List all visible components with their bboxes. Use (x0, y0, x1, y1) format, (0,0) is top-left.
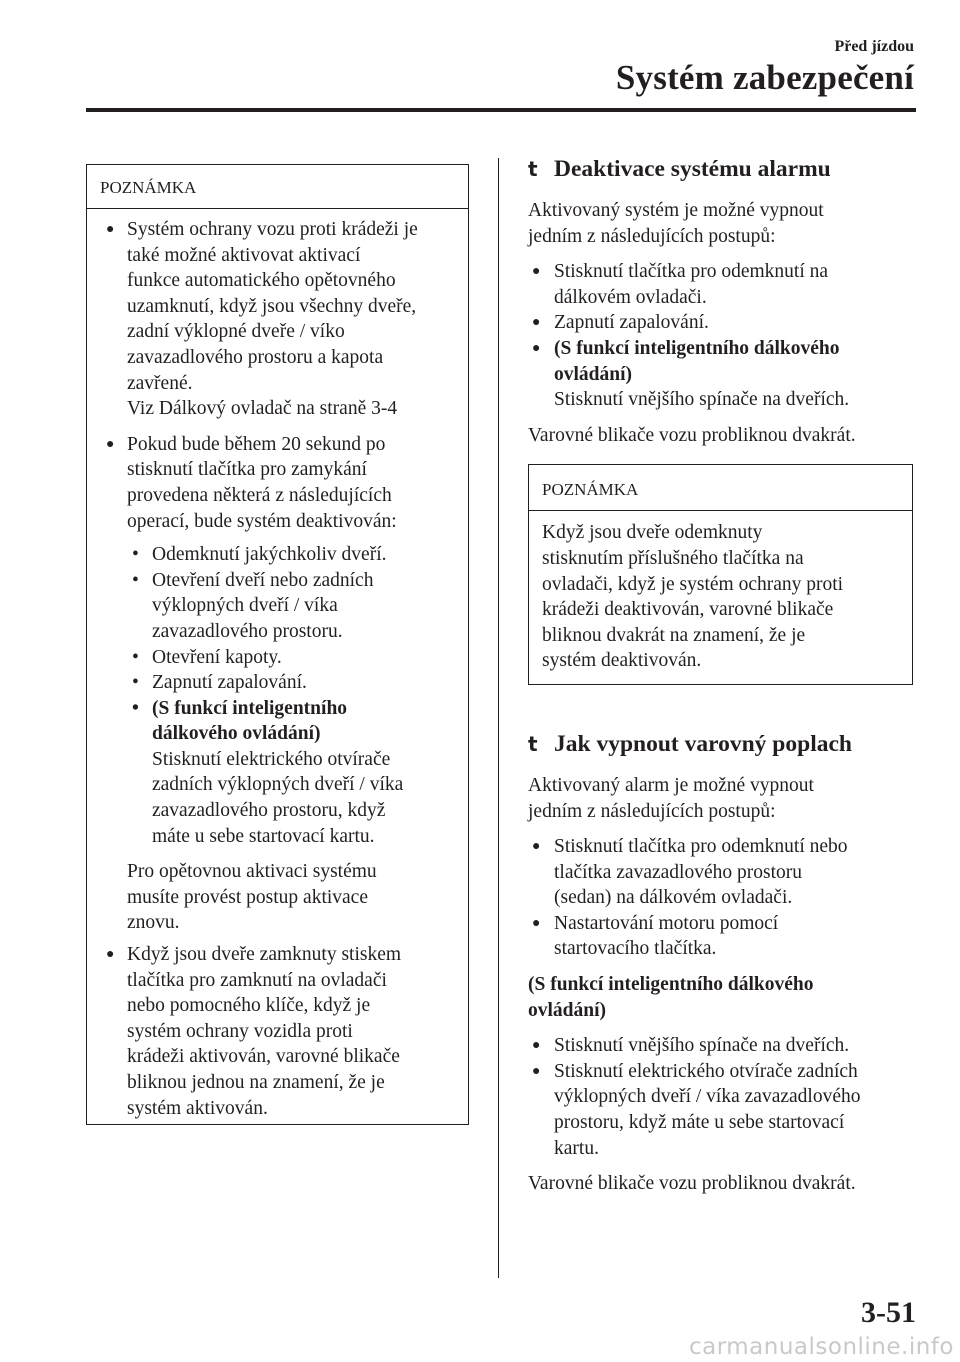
bullet-dot-icon: ● (532, 839, 541, 855)
list-item: ● Nastartování motoru pomocí startovacího tlačítka. (532, 912, 779, 960)
intro-paragraph: Aktivovaný alarm je možné vypnout jedním z následujících postupů: (528, 774, 814, 822)
list-item: ● (S funkcí inteligentního dálkového ovládání) Stisknutí vnějšího spínače na dveřích. (532, 337, 850, 411)
right-column (528, 154, 928, 1207)
list-item: ● Stisknutí tlačítka pro odemknutí na dálkovém ovladači. (532, 261, 829, 308)
bullet-dot-icon: ● (106, 436, 115, 452)
list-item: • Otevření dveří nebo zadních výklopných dveří / víka zavazadlového prostoru. (132, 569, 374, 642)
bullet-dot-icon: ● (532, 1038, 541, 1054)
list-item: ● Stisknutí elektrického otvírače zadních výklopných dveří / víka zavazadlového prostoru, když máte u sebe startovací kartu. (532, 1060, 861, 1159)
deactivate-list (528, 259, 928, 413)
list-item: • Odemknutí jakýchkoliv dveří. (132, 544, 387, 566)
section-marker-icon: t (528, 157, 538, 181)
list-item: ● Stisknutí vnějšího spínače na dveřích. (528, 1033, 928, 1059)
bullet-dot-icon: ● (532, 264, 541, 280)
intro-paragraph: Aktivovaný systém je možné vypnout jedním z následujících postupů: (528, 200, 824, 247)
note-heading: POZNÁMKA (529, 465, 912, 511)
bullet-dot-icon: ● (106, 222, 115, 237)
outro-paragraph: Varovné blikače vozu probliknou dvakrát. (528, 424, 856, 446)
list-item: • (S funkcí inteligentního dálkového ovládání) Stisknutí elektrického otvírače zadních výklopných dveří / víka zavazadlového prostoru, když máte u sebe startovací kartu. (132, 697, 404, 847)
alarm-list (528, 834, 928, 962)
bullet-dot-icon: ● (532, 315, 541, 331)
bullet-dot-icon: ● (106, 947, 115, 963)
bullet-dot-icon: ● (532, 340, 541, 356)
left-note-box (86, 164, 469, 1125)
bullet-dot-icon: ● (532, 1063, 541, 1079)
header-rule (86, 108, 916, 112)
list-item: ● Zapnutí zapalování. (528, 310, 928, 336)
watermark: carmanualsonline.info (688, 1334, 954, 1360)
list-item: • Zapnutí zapalování. (132, 672, 307, 694)
page-number: 3-51 (861, 1296, 916, 1329)
section-marker-icon: t (528, 731, 538, 756)
cross-reference: Viz Dálkový ovladač na straně 3-4 (127, 398, 398, 420)
note-bullet-1: ● Systém ochrany vozu proti krádeži je také možné aktivovat aktivací funkce automatického opětovného uzamknutí, když jsou všechny dveře, zadní výklopné dveře / víko zavazadlového prostoru a kapota zavřené. Viz Dálkový ovladač na straně 3-4 (99, 217, 456, 422)
note-text: Když jsou dveře odemknuty stisknutím příslušného tlačítka na ovladači, když je systém ochrany proti krádeži deaktivován, varovné blikače bliknou dvakrát na znamení, že je systém deaktivován. (542, 522, 844, 672)
reactivate-paragraph: Pro opětovnou aktivaci systému musíte provést postup aktivace znovu. (127, 861, 377, 934)
note-heading: POZNÁMKA (87, 165, 468, 209)
smart-key-heading: (S funkcí inteligentního dálkového ovládání) (528, 974, 814, 1021)
right-note-box (528, 464, 913, 685)
smart-key-list (528, 1033, 928, 1161)
section-heading-alarm: t Jak vypnout varovný poplach (528, 730, 852, 757)
bullet-dot-icon: ● (532, 915, 541, 931)
list-item: • Otevření kapoty. (132, 646, 282, 668)
sub-list (127, 542, 456, 849)
note-bullet-2: ● Pokud bude během 20 sekund po stisknutí tlačítka pro zamykání provedena některá z následujících operací, bude systém deaktivován: • Odemknutí jakýchkoliv dveří. • Otevření dveří nebo zadních výklopných dveří / víka zavazadlového prostoru. • Otevření kapoty. • Zapnutí zapalování. • (S funkcí inteligentního dálkového ovládání) Stisknutí elektrického otvírače zadních výklopných dveří / víka zavazadlového prostoru, když máte u sebe startovací kartu. Pro opětovnou aktivaci systému musíte provést postup aktivace znovu. (99, 432, 456, 936)
section-heading-deactivate: t Deaktivace systému alarmu (528, 156, 831, 182)
column-divider (498, 158, 499, 1278)
chapter-label: Před jízdou (834, 38, 914, 55)
list-item: ● Stisknutí tlačítka pro odemknutí nebo tlačítka zavazadlového prostoru (sedan) na dálkovém ovladači. (532, 836, 848, 909)
outro-paragraph: Varovné blikače vozu probliknou dvakrát. (528, 1173, 856, 1195)
note-bullet-3: ● Když jsou dveře zamknuty stiskem tlačítka pro zamknutí na ovladači nebo pomocného klíče, když je systém ochrany vozidla proti krádeži aktivován, varovné blikače bliknou jednou na znamení, že je systém aktivován. (106, 944, 402, 1119)
page-title: Systém zabezpečení (615, 58, 914, 97)
